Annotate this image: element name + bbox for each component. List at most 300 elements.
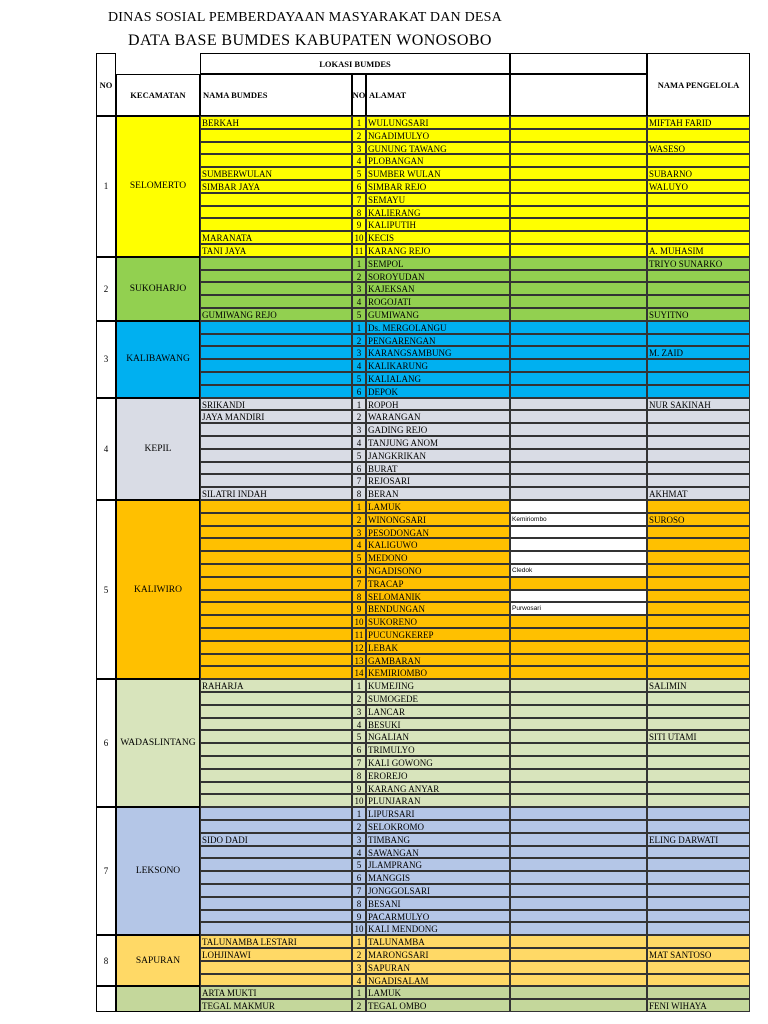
alamat-cell: KALIGUWO (366, 538, 510, 551)
note-cell (510, 679, 647, 692)
group-number (96, 986, 116, 1012)
table-row (200, 871, 750, 884)
desa-number-cell: 2 (352, 948, 366, 961)
desa-number-cell: 3 (352, 282, 366, 295)
nama-bumdes-cell (200, 654, 352, 667)
desa-number-cell: 3 (352, 423, 366, 436)
pengelola-cell (647, 474, 750, 487)
nama-bumdes-cell (200, 705, 352, 718)
nama-bumdes-cell (200, 129, 352, 142)
pengelola-cell (647, 334, 750, 347)
pengelola-cell: SUYITNO (647, 308, 750, 321)
desa-number-cell: 1 (352, 321, 366, 334)
note-cell (510, 756, 647, 769)
table-row (200, 218, 750, 231)
note-cell (510, 782, 647, 795)
desa-number-cell: 2 (352, 999, 366, 1012)
table-row (200, 577, 750, 590)
nama-bumdes-cell: TALUNAMBA LESTARI (200, 935, 352, 948)
pengelola-cell (647, 743, 750, 756)
pengelola-cell (647, 423, 750, 436)
nama-bumdes-cell (200, 602, 352, 615)
pengelola-cell (647, 462, 750, 475)
note-cell (510, 858, 647, 871)
alamat-cell: GUNUNG TAWANG (366, 142, 510, 155)
nama-bumdes-cell (200, 334, 352, 347)
note-cell (510, 846, 647, 859)
alamat-cell: TRIMULYO (366, 743, 510, 756)
alamat-cell: WULUNGSARI (366, 116, 510, 129)
desa-number-cell: 5 (352, 449, 366, 462)
pengelola-cell (647, 986, 750, 999)
pengelola-cell (647, 602, 750, 615)
pengelola-cell: NUR SAKINAH (647, 398, 750, 411)
desa-number-cell: 5 (352, 167, 366, 180)
note-cell (510, 884, 647, 897)
kecamatan-cell: SAPURAN (116, 935, 200, 986)
note-cell (510, 807, 647, 820)
pengelola-cell (647, 154, 750, 167)
note-cell (510, 372, 647, 385)
nama-bumdes-cell: TANI JAYA (200, 244, 352, 257)
desa-number-cell: 1 (352, 679, 366, 692)
table-row (200, 628, 750, 641)
alamat-cell: KARANGSAMBUNG (366, 346, 510, 359)
desa-number-cell: 4 (352, 154, 366, 167)
note-cell (510, 167, 647, 180)
nama-bumdes-cell (200, 218, 352, 231)
table-row (200, 206, 750, 219)
nama-bumdes-cell (200, 436, 352, 449)
pengelola-cell (647, 231, 750, 244)
table-row (200, 193, 750, 206)
table-row (200, 602, 750, 615)
alamat-cell: EROREJO (366, 769, 510, 782)
alamat-cell: NGADIMULYO (366, 129, 510, 142)
nama-bumdes-cell (200, 462, 352, 475)
alamat-cell: SELOKROMO (366, 820, 510, 833)
group-number: 4 (96, 398, 116, 500)
note-cell (510, 423, 647, 436)
alamat-cell: SUKORENO (366, 615, 510, 628)
nama-bumdes-cell: SIMBAR JAYA (200, 180, 352, 193)
note-cell (510, 922, 647, 935)
pengelola-cell (647, 628, 750, 641)
nama-bumdes-cell: LOHJINAWI (200, 948, 352, 961)
table-row (200, 526, 750, 539)
pengelola-cell (647, 295, 750, 308)
nama-bumdes-cell (200, 692, 352, 705)
alamat-cell: Ds. MERGOLANGU (366, 321, 510, 334)
alamat-cell: BERAN (366, 487, 510, 500)
alamat-cell: SAPURAN (366, 961, 510, 974)
table-row (200, 410, 750, 423)
pengelola-cell: SUROSO (647, 513, 750, 526)
note-cell: Kemiriombo (510, 513, 647, 526)
table-row (200, 564, 750, 577)
nama-bumdes-cell (200, 590, 352, 603)
desa-number-cell: 2 (352, 129, 366, 142)
note-cell (510, 308, 647, 321)
alamat-cell: KALI MENDONG (366, 922, 510, 935)
nama-bumdes-cell (200, 474, 352, 487)
table-row (200, 615, 750, 628)
alamat-cell: SEMPOL (366, 257, 510, 270)
table-row (200, 846, 750, 859)
desa-number-cell: 8 (352, 897, 366, 910)
alamat-cell: KARANG REJO (366, 244, 510, 257)
table-row (200, 257, 750, 270)
table-row (200, 359, 750, 372)
desa-number-cell: 2 (352, 513, 366, 526)
note-cell (510, 218, 647, 231)
pengelola-cell: FENI WIHAYA (647, 999, 750, 1012)
nama-bumdes-cell (200, 730, 352, 743)
pengelola-cell (647, 961, 750, 974)
alamat-cell: LAMUK (366, 986, 510, 999)
desa-number-cell: 9 (352, 218, 366, 231)
alamat-cell: TANJUNG ANOM (366, 436, 510, 449)
pengelola-cell (647, 193, 750, 206)
desa-number-cell: 6 (352, 180, 366, 193)
desa-number-cell: 6 (352, 564, 366, 577)
desa-number-cell: 3 (352, 346, 366, 359)
alamat-cell: ROGOJATI (366, 295, 510, 308)
alamat-cell: SIMBAR REJO (366, 180, 510, 193)
bumdes-table (96, 53, 750, 1024)
desa-number-cell: 11 (352, 244, 366, 257)
table-row (200, 142, 750, 155)
table-row (200, 334, 750, 347)
desa-number-cell: 6 (352, 743, 366, 756)
desa-number-cell: 5 (352, 308, 366, 321)
kecamatan-cell: KALIBAWANG (116, 321, 200, 398)
pengelola-cell: ELING DARWATI (647, 833, 750, 846)
table-row (200, 730, 750, 743)
table-row (200, 385, 750, 398)
kecamatan-cell (116, 986, 200, 1012)
note-cell (510, 193, 647, 206)
table-row (200, 756, 750, 769)
note-cell (510, 206, 647, 219)
nama-bumdes-cell: BERKAH (200, 116, 352, 129)
desa-number-cell: 2 (352, 270, 366, 283)
desa-number-cell: 8 (352, 487, 366, 500)
alamat-cell: BENDUNGAN (366, 602, 510, 615)
note-cell (510, 449, 647, 462)
pengelola-cell: SUBARNO (647, 167, 750, 180)
note-cell (510, 244, 647, 257)
table-row (200, 910, 750, 923)
note-cell (510, 474, 647, 487)
table-row (200, 986, 750, 999)
desa-number-cell: 8 (352, 590, 366, 603)
nama-bumdes-cell (200, 500, 352, 513)
note-cell (510, 334, 647, 347)
table-row (200, 833, 750, 846)
table-row (200, 999, 750, 1012)
table-row (200, 654, 750, 667)
alamat-cell: SOROYUDAN (366, 270, 510, 283)
alamat-cell: GADING REJO (366, 423, 510, 436)
table-row (200, 974, 750, 987)
pengelola-cell (647, 641, 750, 654)
nama-bumdes-cell (200, 884, 352, 897)
alamat-cell: KALIALANG (366, 372, 510, 385)
desa-number-cell: 10 (352, 922, 366, 935)
header-no: NO (96, 53, 116, 116)
alamat-cell: WINONGSARI (366, 513, 510, 526)
alamat-cell: LANCAR (366, 705, 510, 718)
pengelola-cell (647, 884, 750, 897)
note-cell (510, 871, 647, 884)
nama-bumdes-cell (200, 718, 352, 731)
table-row (200, 513, 750, 526)
alamat-cell: GUMIWANG (366, 308, 510, 321)
group-number: 6 (96, 679, 116, 807)
desa-number-cell: 4 (352, 538, 366, 551)
desa-number-cell: 4 (352, 436, 366, 449)
table-row (200, 346, 750, 359)
nama-bumdes-cell (200, 372, 352, 385)
desa-number-cell: 6 (352, 871, 366, 884)
pengelola-cell (647, 922, 750, 935)
nama-bumdes-cell (200, 423, 352, 436)
table-row (200, 436, 750, 449)
kecamatan-cell: KEPIL (116, 398, 200, 500)
pengelola-cell (647, 372, 750, 385)
header-blank-top (510, 53, 647, 74)
nama-bumdes-cell: RAHARJA (200, 679, 352, 692)
alamat-cell: REJOSARI (366, 474, 510, 487)
table-row (200, 538, 750, 551)
pengelola-cell (647, 321, 750, 334)
table-row (200, 769, 750, 782)
group-number: 3 (96, 321, 116, 398)
desa-number-cell: 3 (352, 526, 366, 539)
desa-number-cell: 3 (352, 142, 366, 155)
alamat-cell: TEGAL OMBO (366, 999, 510, 1012)
pengelola-cell (647, 756, 750, 769)
nama-bumdes-cell (200, 359, 352, 372)
note-cell (510, 410, 647, 423)
pengelola-cell (647, 910, 750, 923)
note-cell (510, 385, 647, 398)
note-cell (510, 730, 647, 743)
group-number: 2 (96, 257, 116, 321)
nama-bumdes-cell (200, 615, 352, 628)
desa-number-cell: 13 (352, 654, 366, 667)
pengelola-cell (647, 270, 750, 283)
pengelola-cell (647, 590, 750, 603)
pengelola-cell (647, 526, 750, 539)
kecamatan-cell: LEKSONO (116, 807, 200, 935)
desa-number-cell: 1 (352, 257, 366, 270)
nama-bumdes-cell (200, 743, 352, 756)
pengelola-cell: WASESO (647, 142, 750, 155)
kecamatan-cell: SUKOHARJO (116, 257, 200, 321)
table-row (200, 641, 750, 654)
desa-number-cell: 5 (352, 730, 366, 743)
desa-number-cell: 2 (352, 692, 366, 705)
alamat-cell: TIMBANG (366, 833, 510, 846)
desa-number-cell: 3 (352, 833, 366, 846)
alamat-cell: NGADISONO (366, 564, 510, 577)
table-row (200, 782, 750, 795)
alamat-cell: KARANG ANYAR (366, 782, 510, 795)
pengelola-cell (647, 577, 750, 590)
note-cell: Cledok (510, 564, 647, 577)
nama-bumdes-cell (200, 154, 352, 167)
table-row (200, 474, 750, 487)
table-row (200, 372, 750, 385)
alamat-cell: KALI GOWONG (366, 756, 510, 769)
pengelola-cell (647, 705, 750, 718)
table-row (200, 820, 750, 833)
nama-bumdes-cell: SRIKANDI (200, 398, 352, 411)
alamat-cell: JLAMPRANG (366, 858, 510, 871)
nama-bumdes-cell (200, 820, 352, 833)
nama-bumdes-cell: SUMBERWULAN (200, 167, 352, 180)
table-row (200, 897, 750, 910)
note-cell (510, 487, 647, 500)
nama-bumdes-cell (200, 142, 352, 155)
note-cell (510, 769, 647, 782)
desa-number-cell: 10 (352, 231, 366, 244)
alamat-cell: BURAT (366, 462, 510, 475)
table-row (200, 692, 750, 705)
note-cell (510, 948, 647, 961)
note-cell (510, 705, 647, 718)
nama-bumdes-cell (200, 270, 352, 283)
pengelola-cell: WALUYO (647, 180, 750, 193)
note-cell (510, 142, 647, 155)
nama-bumdes-cell (200, 782, 352, 795)
desa-number-cell: 14 (352, 666, 366, 679)
nama-bumdes-cell: SIDO DADI (200, 833, 352, 846)
nama-bumdes-cell (200, 206, 352, 219)
desa-number-cell: 1 (352, 935, 366, 948)
desa-number-cell: 9 (352, 602, 366, 615)
pengelola-cell (647, 615, 750, 628)
pengelola-cell (647, 666, 750, 679)
pengelola-cell (647, 897, 750, 910)
note-cell (510, 718, 647, 731)
note-cell (510, 692, 647, 705)
pengelola-cell (647, 974, 750, 987)
pengelola-cell (647, 436, 750, 449)
desa-number-cell: 9 (352, 782, 366, 795)
nama-bumdes-cell (200, 807, 352, 820)
header-nama-bumdes: NAMA BUMDES (200, 74, 352, 116)
header-blank (510, 74, 647, 116)
alamat-cell: BESUKI (366, 718, 510, 731)
nama-bumdes-cell: JAYA MANDIRI (200, 410, 352, 423)
desa-number-cell: 8 (352, 206, 366, 219)
nama-bumdes-cell (200, 193, 352, 206)
nama-bumdes-cell (200, 538, 352, 551)
alamat-cell: NGALIAN (366, 730, 510, 743)
desa-number-cell: 6 (352, 462, 366, 475)
note-cell (510, 462, 647, 475)
pengelola-cell (647, 935, 750, 948)
table-row (200, 743, 750, 756)
note-cell (510, 974, 647, 987)
desa-number-cell: 3 (352, 705, 366, 718)
note-cell (510, 628, 647, 641)
alamat-cell: KEMIRIOMBO (366, 666, 510, 679)
desa-number-cell: 4 (352, 974, 366, 987)
header-nama-pengelola: NAMA PENGELOLA (647, 53, 750, 116)
pengelola-cell (647, 551, 750, 564)
nama-bumdes-cell (200, 897, 352, 910)
desa-number-cell: 1 (352, 807, 366, 820)
table-row (200, 423, 750, 436)
kecamatan-cell: WADASLINTANG (116, 679, 200, 807)
pengelola-cell (647, 359, 750, 372)
table-row (200, 129, 750, 142)
nama-bumdes-cell (200, 769, 352, 782)
header-no-desa: NO (352, 74, 366, 116)
title-database: DATA BASE BUMDES KABUPATEN WONOSOBO (128, 32, 492, 49)
pengelola-cell: MIFTAH FARID (647, 116, 750, 129)
header-alamat: ALAMAT (366, 74, 510, 116)
pengelola-cell (647, 820, 750, 833)
note-cell (510, 897, 647, 910)
note-cell (510, 295, 647, 308)
desa-number-cell: 7 (352, 577, 366, 590)
note-cell (510, 794, 647, 807)
note-cell (510, 999, 647, 1012)
pengelola-cell (647, 858, 750, 871)
nama-bumdes-cell (200, 666, 352, 679)
desa-number-cell: 11 (352, 628, 366, 641)
nama-bumdes-cell: TEGAL MAKMUR (200, 999, 352, 1012)
pengelola-cell: AKHMAT (647, 487, 750, 500)
note-cell (510, 833, 647, 846)
table-row (200, 295, 750, 308)
nama-bumdes-cell (200, 910, 352, 923)
title-agency: DINAS SOSIAL PEMBERDAYAAN MASYARAKAT DAN DESA (108, 10, 502, 25)
pengelola-cell: SALIMIN (647, 679, 750, 692)
nama-bumdes-cell (200, 526, 352, 539)
pengelola-cell (647, 538, 750, 551)
table-row (200, 398, 750, 411)
table-row (200, 116, 750, 129)
alamat-cell: GAMBARAN (366, 654, 510, 667)
pengelola-cell (647, 129, 750, 142)
alamat-cell: ROPOH (366, 398, 510, 411)
header-lokasi-bumdes: LOKASI BUMDES (200, 53, 510, 74)
note-cell (510, 538, 647, 551)
nama-bumdes-cell (200, 871, 352, 884)
desa-number-cell: 5 (352, 551, 366, 564)
pengelola-cell (647, 410, 750, 423)
desa-number-cell: 7 (352, 193, 366, 206)
note-cell (510, 666, 647, 679)
note-cell (510, 641, 647, 654)
pengelola-cell (647, 718, 750, 731)
alamat-cell: PENGARENGAN (366, 334, 510, 347)
pengelola-cell: M. ZAID (647, 346, 750, 359)
table-row (200, 308, 750, 321)
alamat-cell: KALIERANG (366, 206, 510, 219)
note-cell (510, 820, 647, 833)
pengelola-cell (647, 500, 750, 513)
alamat-cell: PLUNJARAN (366, 794, 510, 807)
kecamatan-cell: SELOMERTO (116, 116, 200, 257)
pengelola-cell (647, 449, 750, 462)
